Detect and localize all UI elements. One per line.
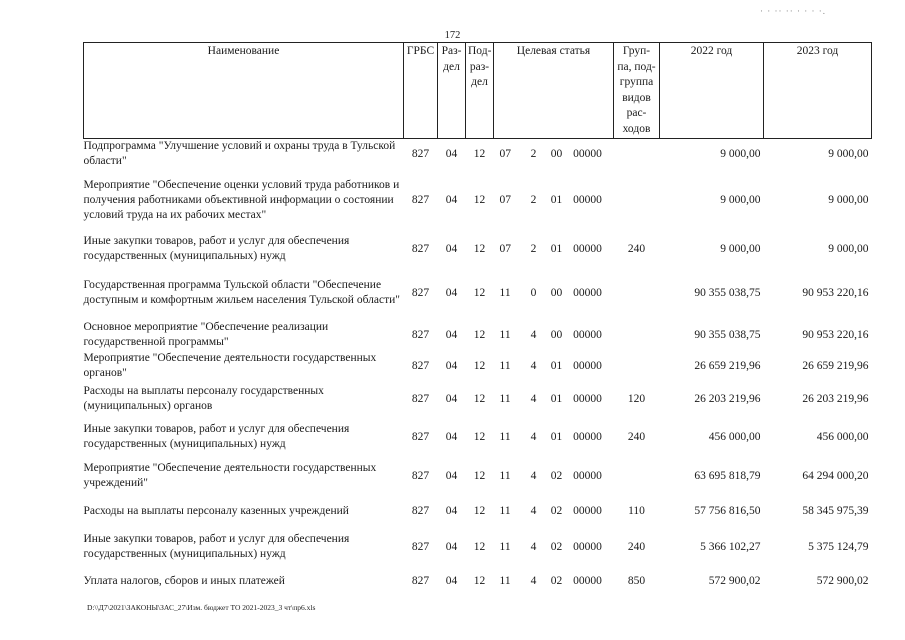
celevaya-part: 02 [550, 574, 563, 587]
row-celevaya-statya [494, 169, 614, 231]
header-razdel: Раз- дел [438, 43, 466, 139]
row-name: Уплата налогов, сборов и иных платежей [83, 574, 285, 587]
row-grbs: 827 [411, 504, 430, 517]
row-vid-rashodov [614, 319, 660, 351]
row-2023: 9 000,00 [828, 147, 869, 160]
celevaya-part: 00 [550, 328, 563, 341]
celevaya-part: 00000 [573, 242, 602, 255]
row-grbs: 827 [411, 540, 430, 553]
row-razdel: 04 [445, 193, 458, 206]
row-name: Мероприятие "Обеспечение оценки условий труда работников и получения работниками объективной информации о состоянии условий труда на их рабочих местах" [83, 178, 400, 221]
celevaya-part: 4 [530, 540, 537, 553]
row-podrazdel: 12 [473, 504, 486, 517]
row-2022: 5 366 102,27 [700, 540, 761, 553]
row-celevaya-statya [494, 139, 614, 170]
celevaya-part: 00000 [573, 147, 602, 160]
celevaya-part: 00000 [573, 392, 602, 405]
row-vid-rashodov: 240 [627, 540, 646, 553]
row-celevaya-statya [494, 351, 614, 381]
row-2022: 26 659 219,96 [694, 359, 761, 372]
table-row [84, 381, 872, 417]
row-grbs: 827 [411, 574, 430, 587]
row-name: Расходы на выплаты персоналу казенных учреждений [83, 504, 349, 517]
header-celevaya: Целевая статья [494, 43, 614, 139]
table-row [84, 319, 872, 351]
row-grbs: 827 [411, 193, 430, 206]
row-2022: 90 355 038,75 [694, 328, 761, 341]
celevaya-part: 11 [499, 574, 511, 587]
row-razdel: 04 [445, 286, 458, 299]
row-vid-rashodov: 110 [628, 504, 645, 517]
row-razdel: 04 [445, 392, 458, 405]
budget-table [83, 42, 872, 595]
header-2023: 2023 год [764, 43, 872, 139]
row-vid-rashodov [614, 169, 660, 231]
row-celevaya-statya [494, 319, 614, 351]
row-vid-rashodov [614, 139, 660, 170]
row-podrazdel: 12 [473, 469, 486, 482]
row-celevaya-statya [494, 267, 614, 319]
table-row [84, 139, 872, 170]
row-razdel: 04 [445, 147, 458, 160]
celevaya-part: 11 [499, 359, 511, 372]
celevaya-part: 4 [530, 328, 537, 341]
celevaya-part: 02 [550, 504, 563, 517]
row-2022: 90 355 038,75 [694, 286, 761, 299]
row-grbs: 827 [411, 392, 430, 405]
row-vid-rashodov [614, 267, 660, 319]
row-2023: 456 000,00 [816, 430, 869, 443]
celevaya-part: 00000 [573, 328, 602, 341]
row-podrazdel: 12 [473, 147, 486, 160]
celevaya-part: 00000 [573, 286, 602, 299]
row-2022: 26 203 219,96 [694, 392, 761, 405]
row-vid-rashodov: 120 [627, 392, 646, 405]
row-name: Подпрограмма "Улучшение условий и охраны труда в Тульской области" [83, 140, 396, 167]
row-celevaya-statya [494, 381, 614, 417]
row-name: Иные закупки товаров, работ и услуг для обеспечения государственных (муниципальных) нужд [83, 533, 350, 560]
row-razdel: 04 [445, 242, 458, 255]
row-2023: 5 375 124,79 [808, 540, 869, 553]
row-podrazdel: 12 [473, 392, 486, 405]
row-razdel: 04 [445, 504, 458, 517]
row-2023: 90 953 220,16 [802, 328, 869, 341]
row-2023: 26 659 219,96 [802, 359, 869, 372]
row-name: Иные закупки товаров, работ и услуг для обеспечения государственных (муниципальных) нужд [83, 235, 350, 262]
celevaya-part: 11 [499, 504, 511, 517]
row-2023: 58 345 975,39 [802, 504, 869, 517]
celevaya-part: 4 [530, 392, 537, 405]
header-grbs: ГРБС [404, 43, 438, 139]
celevaya-part: 00000 [573, 574, 602, 587]
row-podrazdel: 12 [473, 193, 486, 206]
row-razdel: 04 [445, 430, 458, 443]
row-podrazdel: 12 [473, 242, 486, 255]
celevaya-part: 11 [499, 469, 511, 482]
celevaya-part: 00 [550, 286, 563, 299]
row-vid-rashodov: 240 [627, 430, 646, 443]
row-razdel: 04 [445, 540, 458, 553]
row-razdel: 04 [445, 359, 458, 372]
celevaya-part: 11 [499, 540, 511, 553]
celevaya-part: 07 [499, 193, 511, 206]
row-vid-rashodov: 850 [627, 574, 646, 587]
celevaya-part: 00000 [573, 469, 602, 482]
celevaya-part: 00000 [573, 430, 602, 443]
page-number: 172 [444, 30, 461, 41]
row-celevaya-statya [494, 231, 614, 267]
celevaya-part: 00 [550, 147, 563, 160]
celevaya-part: 11 [499, 328, 511, 341]
celevaya-part: 01 [550, 242, 563, 255]
table-row [84, 267, 872, 319]
celevaya-part: 00000 [573, 504, 602, 517]
row-celevaya-statya [494, 495, 614, 527]
celevaya-part: 11 [499, 286, 511, 299]
table-row [84, 231, 872, 267]
row-grbs: 827 [411, 147, 430, 160]
row-name: Мероприятие "Обеспечение деятельности государственных учреждений" [83, 462, 377, 489]
row-vid-rashodov: 240 [627, 242, 646, 255]
table-row [84, 495, 872, 527]
table-row [84, 457, 872, 495]
celevaya-part: 00000 [573, 193, 602, 206]
row-2022: 572 900,02 [708, 574, 761, 587]
table-row [84, 351, 872, 381]
celevaya-part: 2 [530, 147, 537, 160]
celevaya-part: 01 [550, 392, 563, 405]
celevaya-part: 01 [550, 359, 563, 372]
table-row [84, 417, 872, 457]
footer-file-path: D:\\Д7\2021\ЗАКОНЫ\ЗАС_27\Изм. бюджет ТО 2021-2023_3 чт\пр6.xls [87, 603, 316, 612]
celevaya-part: 4 [530, 359, 537, 372]
celevaya-part: 4 [530, 469, 537, 482]
row-celevaya-statya [494, 417, 614, 457]
celevaya-part: 4 [530, 504, 537, 517]
row-2022: 9 000,00 [720, 147, 761, 160]
celevaya-part: 11 [499, 392, 511, 405]
row-2023: 90 953 220,16 [802, 286, 869, 299]
row-podrazdel: 12 [473, 540, 486, 553]
row-vid-rashodov [614, 457, 660, 495]
celevaya-part: 00000 [573, 540, 602, 553]
row-2023: 26 203 219,96 [802, 392, 869, 405]
celevaya-part: 07 [499, 242, 511, 255]
celevaya-part: 4 [530, 574, 537, 587]
celevaya-part: 2 [530, 242, 537, 255]
row-name: Иные закупки товаров, работ и услуг для обеспечения государственных (муниципальных) нужд [83, 423, 350, 450]
row-2023: 9 000,00 [828, 193, 869, 206]
celevaya-part: 02 [550, 540, 563, 553]
table-row [84, 169, 872, 231]
row-grbs: 827 [411, 359, 430, 372]
celevaya-part: 01 [550, 193, 563, 206]
row-2023: 572 900,02 [816, 574, 869, 587]
celevaya-part: 4 [530, 430, 537, 443]
row-grbs: 827 [411, 430, 430, 443]
row-grbs: 827 [411, 286, 430, 299]
celevaya-part: 2 [530, 193, 537, 206]
celevaya-part: 00000 [573, 359, 602, 372]
header-2022: 2022 год [660, 43, 764, 139]
row-2022: 63 695 818,79 [694, 469, 761, 482]
header-name: Наименование [84, 43, 404, 139]
celevaya-part: 07 [499, 147, 511, 160]
celevaya-part: 02 [550, 469, 563, 482]
table-row [84, 527, 872, 567]
row-name: Расходы на выплаты персоналу государственных (муниципальных) органов [83, 385, 324, 412]
row-2022: 9 000,00 [720, 193, 761, 206]
celevaya-part: 01 [550, 430, 563, 443]
row-2022: 57 756 816,50 [694, 504, 761, 517]
corner-mark: · · ·· ·· · · · ·. [760, 6, 826, 16]
row-name: Государственная программа Тульской области "Обеспечение доступным и комфортным жильем населения Тульской области" [83, 279, 400, 306]
row-name: Мероприятие "Обеспечение деятельности государственных органов" [83, 352, 377, 379]
row-podrazdel: 12 [473, 359, 486, 372]
table-body [84, 139, 872, 596]
celevaya-part: 0 [530, 286, 537, 299]
row-grbs: 827 [411, 242, 430, 255]
row-podrazdel: 12 [473, 286, 486, 299]
row-razdel: 04 [445, 574, 458, 587]
row-name: Основное мероприятие "Обеспечение реализации государственной программы" [83, 321, 329, 348]
row-podrazdel: 12 [473, 574, 486, 587]
header-podrazdel: Под- раз- дел [466, 43, 494, 139]
row-2023: 9 000,00 [828, 242, 869, 255]
row-2023: 64 294 000,20 [802, 469, 869, 482]
row-2022: 9 000,00 [720, 242, 761, 255]
row-vid-rashodov [614, 351, 660, 381]
row-razdel: 04 [445, 469, 458, 482]
celevaya-part: 11 [499, 430, 511, 443]
row-celevaya-statya [494, 457, 614, 495]
row-grbs: 827 [411, 469, 430, 482]
row-celevaya-statya [494, 527, 614, 567]
row-podrazdel: 12 [473, 430, 486, 443]
row-podrazdel: 12 [473, 328, 486, 341]
row-razdel: 04 [445, 328, 458, 341]
row-celevaya-statya [494, 567, 614, 595]
table-row [84, 567, 872, 595]
row-2022: 456 000,00 [708, 430, 761, 443]
header-gruppa: Груп- па, под- группа видов рас- ходов [614, 43, 660, 139]
row-grbs: 827 [411, 328, 430, 341]
